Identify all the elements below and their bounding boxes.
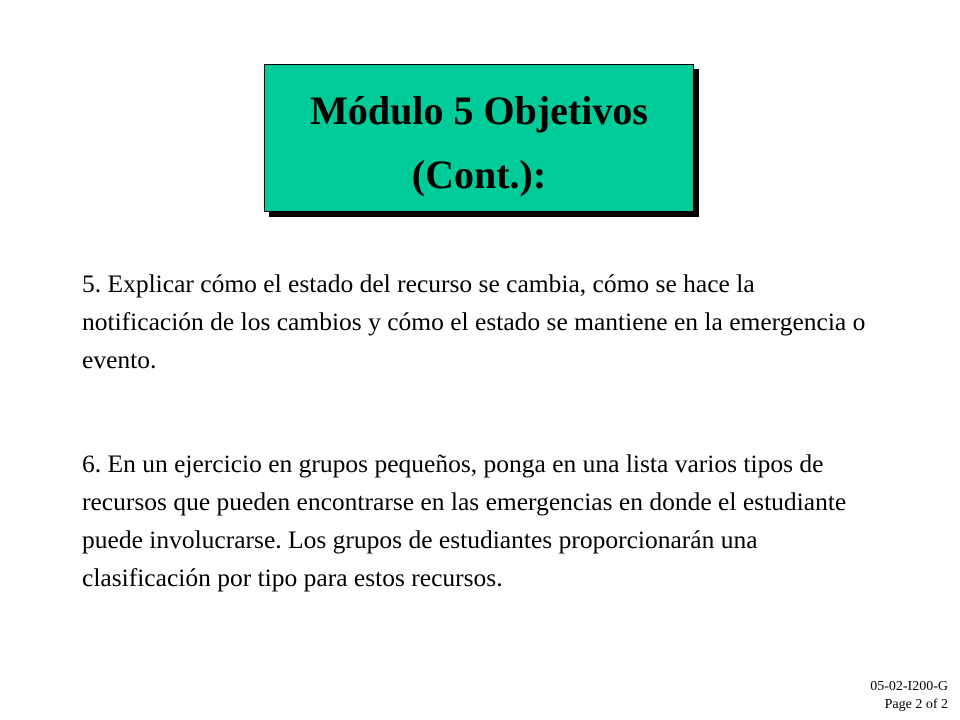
slide-title-continued: (Cont.): xyxy=(411,152,547,197)
objective-6: 6. En un ejercicio en grupos pequeños, ponga en una lista varios tipos de recursos que pueden encontrarse en las emergencias en donde el estudiante puede involucrarse. Los grupos de estudiantes proporcionarán una clasificación por tipo para estos recursos. xyxy=(82,449,847,592)
footer xyxy=(870,678,948,714)
page-number: Page 2 of 2 xyxy=(884,697,948,712)
document-code: 05-02-I200-G xyxy=(870,679,948,694)
title-box xyxy=(264,64,694,212)
slide-title: Módulo 5 Objetivos xyxy=(310,88,648,133)
objective-5: 5. Explicar cómo el estado del recurso se cambia, cómo se hace la notificación de los cambios y cómo el estado se mantiene en la emergencia o evento. xyxy=(82,269,866,374)
